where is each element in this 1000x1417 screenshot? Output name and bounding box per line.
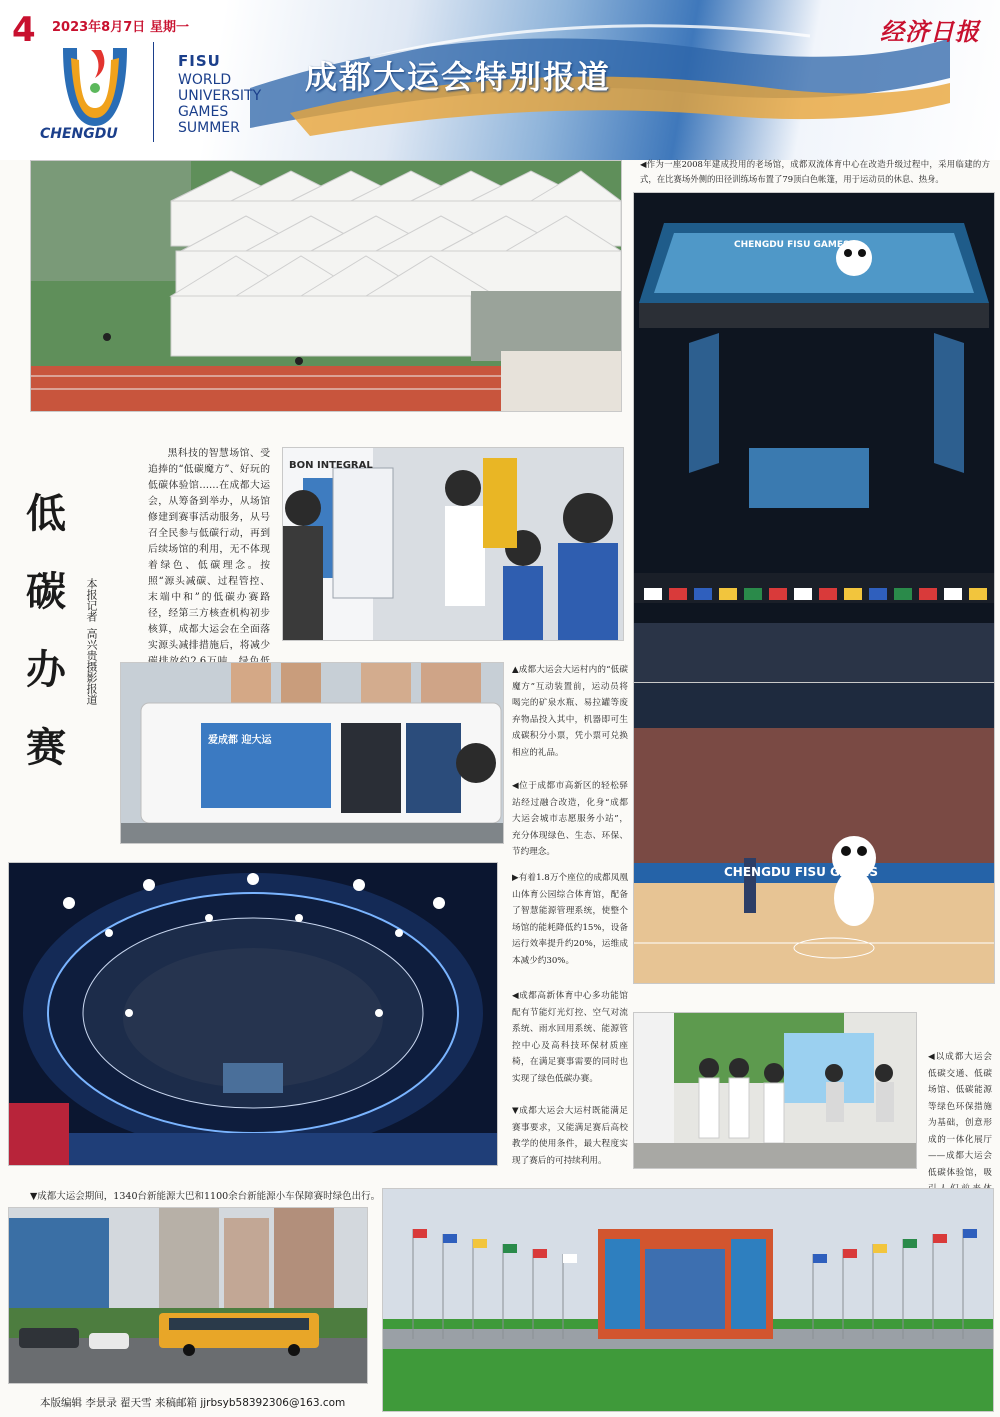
photo-service-station xyxy=(120,662,504,844)
header-divider xyxy=(153,42,154,142)
photo-arena-court xyxy=(633,682,995,984)
newspaper-masthead: 经济日报 xyxy=(880,17,980,46)
magic-cube-illustration xyxy=(283,448,623,640)
caption-magic-cube: ▲成都大运会大运村内的“低碳魔方”互动装置前，运动员将喝完的矿泉水瓶、易拉罐等废弃物品投入其中，机器即可生成碳积分小票，凭小票可兑换相应的礼品。 xyxy=(512,665,628,758)
experience-hall-illustration xyxy=(634,1013,916,1168)
arena-illustration xyxy=(634,193,994,683)
photo-tents xyxy=(30,160,622,412)
fisu-line-games: GAMES xyxy=(178,104,229,120)
kiosk-sign-text: 爱成都 迎大运 xyxy=(208,735,272,746)
caption-experience-hall: ◀以成都大运会低碳交通、低碳场馆、低碳能源等绿色环保措施为基础，创意形成的一体化展厅——成都大运会低碳体验馆，吸 xyxy=(928,1052,992,1178)
title-char-4: 赛 xyxy=(26,724,66,771)
arena-banner-text: CHENGDU FISU GAMES xyxy=(734,240,850,250)
caption-arena-tents: ◀作为一座2008年建成投用的老场馆，成都双流体育中心在改造升级过程中，采用临建的方式，在比赛场外侧的田径训练场布置了79顶白色帐篷，用于运动员的休息、热身。 xyxy=(640,159,990,184)
caption-hi-tech-center: ◀成都高新体育中心多功能馆配有节能灯光灯控、空气对流系统、雨水回用系统、能源管控中心及高科技环保材质座椅，在满足赛事需要的同时也实现了绿色低碳办赛。 xyxy=(512,991,628,1084)
bon-integral-text: BON INTEGRAL xyxy=(289,460,373,471)
fisu-line-world: WORLD xyxy=(178,72,232,88)
issue-date: 2023年8月7日 xyxy=(52,20,146,35)
court-illustration xyxy=(634,683,994,983)
title-char-1: 低 xyxy=(26,490,66,537)
village-illustration xyxy=(383,1189,993,1411)
photo-dome xyxy=(8,862,498,1166)
title-char-3: 办 xyxy=(26,646,66,693)
byline-reporter: 本报记者 xyxy=(85,578,98,622)
logo-city-text: CHENGDU xyxy=(40,126,118,142)
footer-editors: 本版编辑 李景录 翟天雪 来稿邮箱 jjrbsyb58392306@163.com xyxy=(40,1397,346,1409)
dome-illustration xyxy=(9,863,497,1165)
caption-fenghuang: ▶有着1.8万个座位的成都凤凰山体育公园综合体育馆，配备了智慧能源管理系统，使整个场馆的能耗降低约15%，设备运行效率提升约20%，运维成本减少约30%。 xyxy=(512,873,628,966)
photo-bus xyxy=(8,1207,368,1384)
fisu-line-summer: SUMMER xyxy=(178,120,240,136)
fisu-line-university: UNIVERSITY xyxy=(178,88,262,104)
photo-arena-top xyxy=(633,192,995,684)
chengdu-universiade-logo xyxy=(55,38,135,138)
caption-village: ▼成都大运会大运村既能满足赛事要求，又能满足赛后高校教学的使用条件，最大程度实现了赛后的可持续利用。 xyxy=(512,1106,628,1166)
caption-service-station: ◀位于成都市高新区的轻松驿站经过融合改造，化身“成都大运会城市志愿服务小站”，充分体现绿色、生态、环保、节约理念。 xyxy=(512,781,628,857)
byline-photographer: 高兴贵摄影报道 xyxy=(85,628,98,705)
fisu-text: FISU xyxy=(178,52,221,70)
court-banner-text: CHENGDU FISU GAMES xyxy=(724,865,878,879)
article-title xyxy=(22,475,70,787)
photo-village xyxy=(382,1188,994,1412)
issue-weekday: 星期一 xyxy=(150,20,190,35)
tents-illustration xyxy=(31,161,621,411)
caption-bus: ▼成都大运会期间，1340台新能源大巴和1100余台新能源小车保障赛时绿色出行。 xyxy=(30,1191,381,1202)
bus-illustration xyxy=(9,1208,367,1383)
title-char-2: 碳 xyxy=(26,568,66,615)
page-number: 4 xyxy=(12,10,36,50)
service-station-illustration xyxy=(121,663,503,843)
banner-title: 成都大运会特别报道 xyxy=(305,58,612,96)
photo-magic-cube xyxy=(282,447,624,641)
article-body: 黑科技的智慧场馆、受追捧的“低碳魔方”、好玩的低碳体验馆……在成都大运会，从筹备到举办，从场馆修建到赛事活动服务，从号召全民参与低碳行动，再到后续场馆的利用，无不体现着绿色、低碳理念。按照“源头减碳、过程管控、末端中和”的低碳办赛路径，经第三方核查机构初步核算，成都大运会在全面落实源头减排措施后，将减少 xyxy=(148,448,270,651)
photo-experience-hall xyxy=(633,1012,917,1169)
